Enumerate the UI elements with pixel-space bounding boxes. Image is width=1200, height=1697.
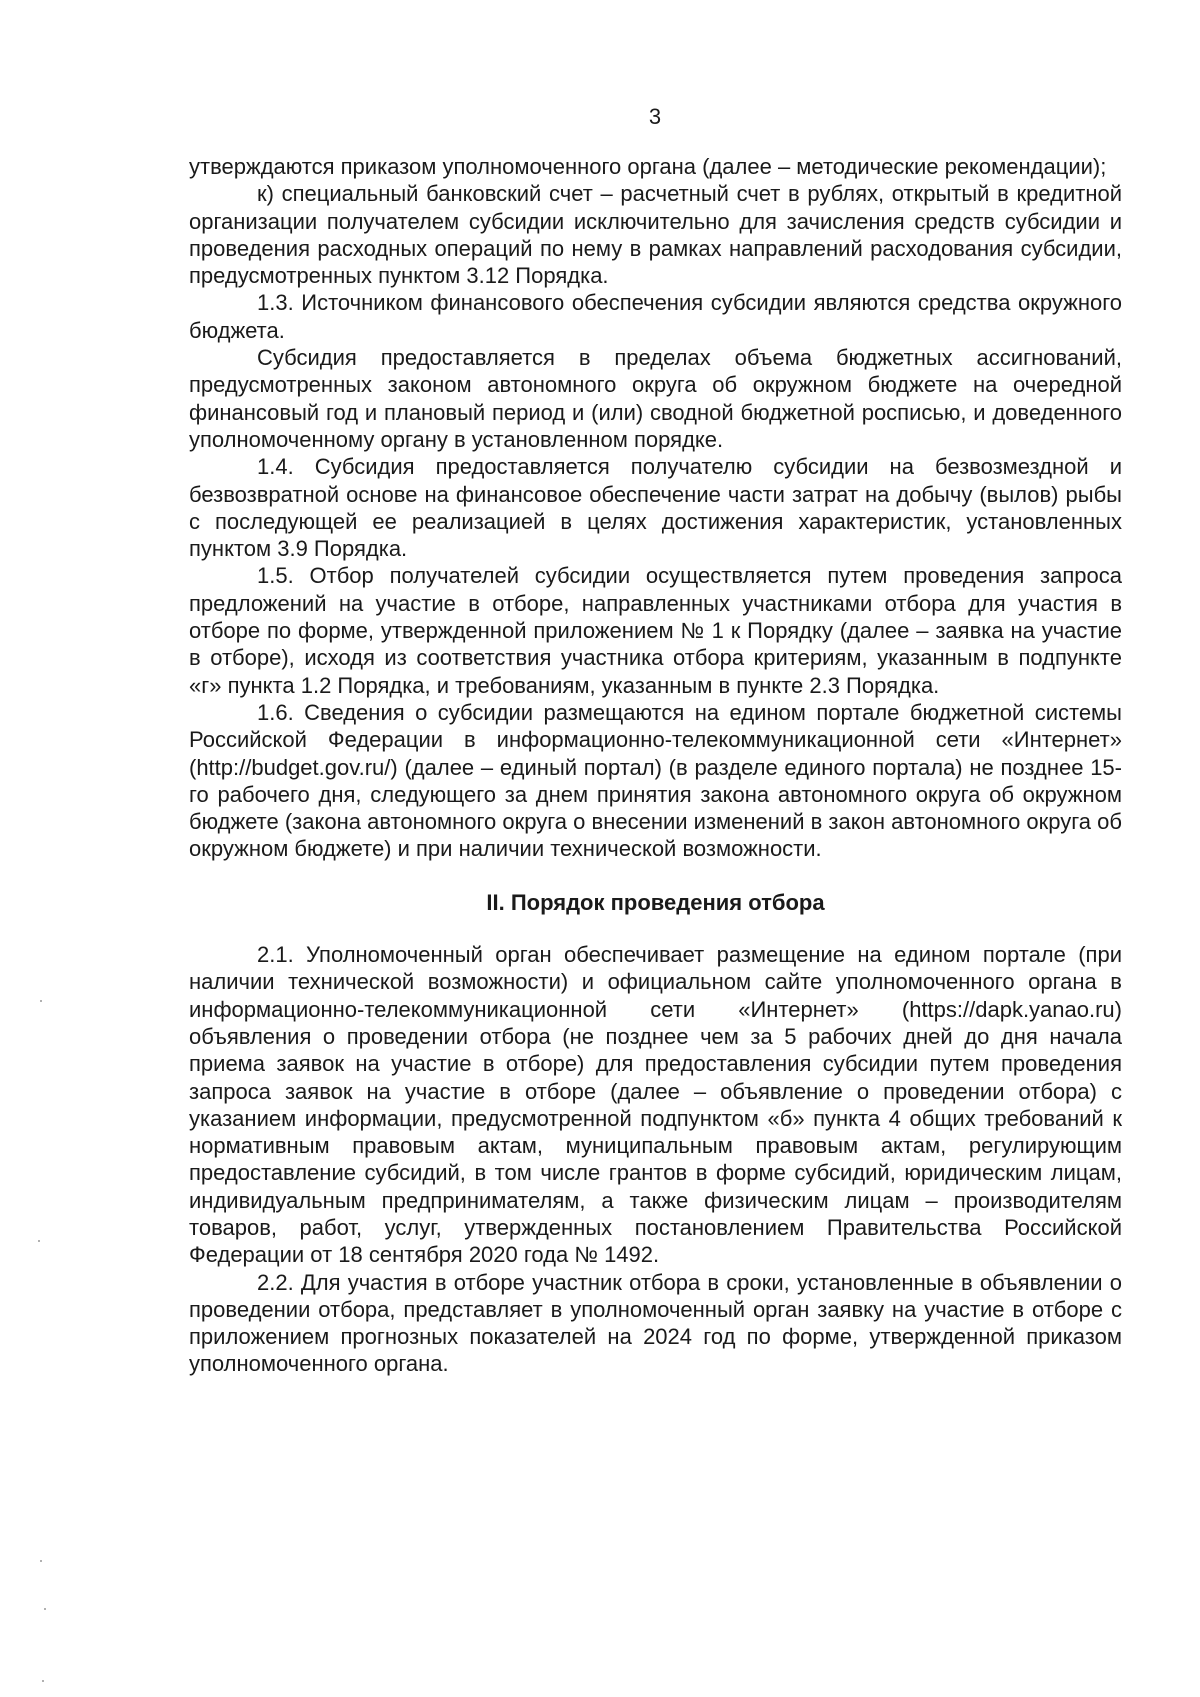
section-heading: II. Порядок проведения отбора [486, 889, 825, 915]
document-body [189, 153, 1122, 1378]
paragraph-1-6: 1.6. Сведения о субсидии размещаются на едином портале бюджетной системы Российской Федерации в информационно-телекоммуникационной сети «Интернет» (http://budget.gov.ru/) (далее – единый портал) (в разделе единого портала) не позднее 15-го рабочего дня, следующего за днем принятия закона автономного округа об окружном бюджете (закона автономного округа о внесении изменений в закон автономного округа об окружном бюджете) и при наличии технической возможности. [189, 699, 1122, 862]
paragraph-item-k: к) специальный банковский счет – расчетный счет в рублях, открытый в кредитной организации получателем субсидии исключительно для зачисления средств субсидии и проведения расходных операций по нему в рамках направлений расходования субсидии, предусмотренных пунктом 3.12 Порядка. [189, 181, 1122, 289]
paragraph-1-5: 1.5. Отбор получателей субсидии осуществляется путем проведения запроса предложений на участие в отборе, направленных участниками отбора для участия в отборе по форме, утвержденной приложением № 1 к Порядку (далее – заявка на участие в отборе), исходя из соответствия участника отбора критериям, указанным в подпункте «г» пункта 1.2 Порядка, и требованиям, указанным в пункте 2.3 Порядка. [189, 563, 1122, 698]
scan-speck [42, 1680, 44, 1682]
scan-speck [44, 1608, 46, 1610]
scan-speck [38, 1240, 40, 1242]
paragraph-subsidy-limits: Субсидия предоставляется в пределах объема бюджетных ассигнований, предусмотренных законом автономного округа об окружном бюджете на очередной финансовый год и плановый период и (или) сводной бюджетной росписью, и доведенного уполномоченному органу в установленном порядке. [189, 345, 1122, 452]
paragraph-2-2: 2.2. Для участия в отборе участник отбора в сроки, установленные в объявлении о проведении отбора, представляет в уполномоченный орган заявку на участие в отборе с приложением прогнозных показателей на 2024 год по форме, утвержденной приказом уполномоченного органа. [189, 1269, 1122, 1377]
paragraph-continuation: утверждаются приказом уполномоченного органа (далее – методические рекомендации); [189, 154, 1107, 179]
paragraph-1-4: 1.4. Субсидия предоставляется получателю субсидии на безвозмездной и безвозвратной основе на финансовое обеспечение части затрат на добычу (вылов) рыбы с последующей ее реализацией в целях достижения характеристик, установленных пунктом 3.9 Порядка. [189, 454, 1122, 562]
paragraph-1-3: 1.3. Источником финансового обеспечения субсидии являются средства окружного бюджета. [189, 290, 1122, 343]
page-number: 3 [648, 104, 662, 129]
paragraph-2-1: 2.1. Уполномоченный орган обеспечивает размещение на едином портале (при наличии технической возможности) и официальном сайте уполномоченного органа в информационно-телекоммуникационной сети «Интернет» (https://dapk.yanao.ru) объявления о проведении отбора (не позднее чем за 5 рабочих дней до дня начала приема заявок на участие в отборе) для предоставления субсидии путем проведения запроса заявок на участие в отборе (далее – объявление о проведении отбора) с указанием информации, предусмотренной подпунктом «б» пункта 4 общих требований к нормативным правовым актам, муниципальным правовым актам, регулирующим предоставление субсидий, в том числе грантов в форме субсидий, юридическим лицам, индивидуальным предпринимателям, а также физическим лицам – производителям товаров, работ, услуг, утвержденных постановлением Правительства Российской Федерации от 18 сентября 2020 года № 1492. [189, 942, 1122, 1268]
scan-speck [40, 1000, 42, 1002]
scan-speck [40, 1560, 42, 1562]
